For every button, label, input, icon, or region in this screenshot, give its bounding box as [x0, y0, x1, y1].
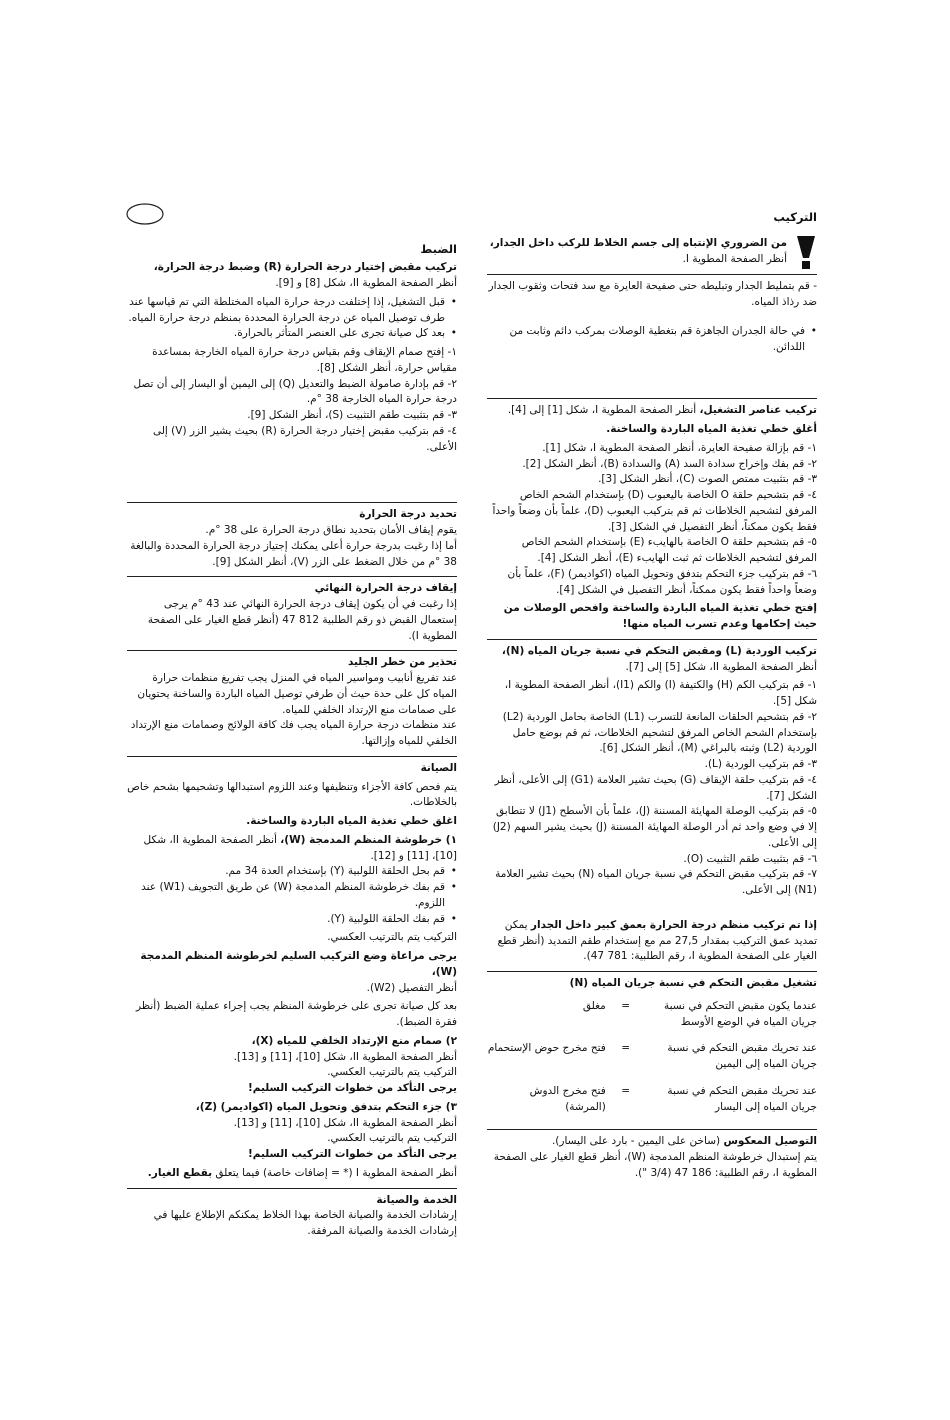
reverse-paren: (ساخن على اليمين - بارد على اليسار).	[551, 1135, 724, 1148]
flow-handle-table	[487, 996, 817, 1124]
rosette-step-5: ٥- قم بتركيب الوصلة المهايئة المسننة (J)، علماً بأن الأسطح (J1) لا تتطابق إلا في وضع واحد ثم أدر الوصلة المهايئة المسننة (J) بحيث يشير السهم (J2) إلى الأعلى.	[492, 805, 817, 849]
item-2-ref: أنظر الصفحة المطوية II، شكل [10]، [11] و [13].	[233, 1050, 457, 1063]
rosette-step-4: ٤- قم بتركيب حلقة الإيقاف (G) بحيث تشير العلامة (G1) إلى الأعلى، أنظر الشكل [7].	[494, 773, 817, 802]
flow-result: فتح مخرج الدوش (المرشة)	[529, 1084, 606, 1113]
final-stop-title: إيقاف درجة الحرارة النهائي	[314, 582, 457, 595]
maintenance-title: الصيانة	[420, 761, 457, 774]
adjust-bullets	[127, 295, 457, 342]
reverse-order-1: التركيب يتم بالترتيب العكسي.	[327, 931, 457, 944]
rosette-step-6: ٦- قم بتثبيت طقم التثبيت (O).	[683, 852, 817, 865]
flow-condition: عند تحريك مقبض التحكم في نسبة جريان المياه إلى اليسار	[667, 1084, 817, 1113]
item-1-title: ١) خرطوشة المنظم المدمجة (W)،	[280, 833, 457, 846]
wall-note: - قم بتمليط الجدار وتبليطه حتى صفيحة العايرة مع سد فتحات وثقوب الجدار ضد رذاذ المياه.	[488, 280, 817, 308]
final-stop-text: إذا رغبت في أن يكون إيقاف درجة الحرارة النهائي عند 43 °م يرجى إستعمال القبض ذو رقم الطلبية 812 47 (أنظر قطع الغيار على الصفحة المطوية I).	[147, 598, 457, 642]
adjust-step-4: ٤- قم بتركيب مقبض إختيار درجة الحرارة (R) بحيث يشير الزر (V) إلى الأعلى.	[152, 424, 457, 453]
right-column	[487, 210, 817, 1185]
limit-text-1: يقوم إيقاف الأمان بتحديد نطاق درجة الحرارة على 38 °م.	[205, 524, 457, 536]
after-service-note: بعد كل صيانة تجرى على خرطوشة المنظم يجب إجراء عملية الضبط (أنظر فقرة الضبط).	[135, 1000, 457, 1028]
adjust-ref: أنظر الصفحة المطوية II، شكل [8] و [9].	[275, 277, 457, 289]
adjust-step-2: ٢- قم بإدارة صامولة الضبط والتعديل (Q) إلى اليمين أو اليسار إلى أن تصل درجة حرارة المياه الخارجة 38 °م.	[133, 377, 457, 406]
service-title: الخدمة والصيانة	[376, 1193, 457, 1206]
flow-row	[487, 1081, 817, 1124]
step-2: ٢- قم بفك وإخراج سدادة السد (A) والسدادة (B)، أنظر الشكل [2].	[522, 457, 817, 470]
correct-install-title: يرجى مراعاة وضع التركيب السليم لخرطوشة المنظم المدمجة (W)،	[140, 950, 457, 978]
check-note-2: يرجى التأكد من خطوات التركيب السليم!	[247, 1148, 457, 1160]
operating-title: تركيب عناصر التشغيل،	[699, 404, 817, 417]
step-1: ١- قم بإزالة صفيحة العايرة، أنظر الصفحة المطوية I، شكل [1].	[542, 441, 817, 454]
check-note-1: يرجى التأكد من خطوات التركيب السليم!	[247, 1082, 457, 1094]
rosette-step-7: ٧- قم بتركيب مقبض التحكم في نسبة جريان المياه (N) بحيث تشير العلامة (N1) إلى الأعلى.	[495, 868, 817, 896]
maintenance-text: يتم فحص كافة الأجزاء وتنظيفها وعند اللزوم استبدالها وتشحيمها بشحم خاص بالخلاطات.	[127, 780, 457, 809]
rosette-ref: أنظر الصفحة المطوية II، شكل [5] إلى [7].	[625, 660, 817, 673]
rosette-step-1: ١- قم بتركيب الكم (H) والكتيفة (I) والكم (I1)، أنظر الصفحة المطوية I، شكل [5].	[504, 679, 817, 707]
prefab-note: • في حالة الجدران الجاهزة قم بتغطية الوصلات بمركب دائم وثابت من اللدائن.	[487, 324, 817, 356]
item-3-ref: أنظر الصفحة المطوية II، شكل [10]، [11] و [13].	[233, 1116, 457, 1129]
flow-row	[487, 1038, 817, 1081]
rosette-step-2: ٢- قم بتشحيم الحلقات المانعة للتسرب (L1) الخاصة بحامل الوردية (L2) بإستخدام الشحم الخاص المرفق لتشحيم الخلاطات، ثم قم بوضع حامل الوردية (L2) وثبته بالبراغي (M)، أنظر الشكل [6].	[502, 710, 817, 755]
left-column	[127, 237, 457, 1243]
install-title: التركيب	[773, 210, 817, 224]
adjust-step-1: ١- إفتح صمام الإيقاف وقم بقياس درجة حرارة المياه الخارجة بمساعدة مقياس حرارة، أنظر الشكل [8].	[152, 346, 457, 374]
item-2-title: ٢) صمام منع الإرتداد الخلفي للمياه (X)،	[251, 1034, 457, 1047]
rosette-title: تركيب الوردية (L) ومقبض التحكم في نسبة جريان المياه (N)،	[501, 644, 817, 657]
maintenance-close-lines: اغلق خطي تغذية المياه الباردة والساخنة.	[246, 815, 457, 827]
reverse-order-3: التركيب يتم بالترتيب العكسي.	[327, 1132, 457, 1145]
flow-equals: =	[621, 1084, 631, 1097]
adjust-bullet: • قبل التشغيل، إذا إختلفت درجة حرارة المياه المختلطة التي تم قياسها عند طرف توصيل المياه عن درجة الحرارة المحددة بمنظم درجة حرارة المياه.	[127, 295, 457, 327]
operating-ref: أنظر الصفحة المطوية I، شكل [1] إلى [4].	[507, 404, 700, 417]
item-1-ref: أنظر الصفحة المطوية II، شكل [10]، [11] و [12].	[143, 833, 457, 862]
item-1-bullet: • قم بفك خرطوشة المنظم المدمجة (W) عن طريق التجويف (W1) عند اللزوم.	[127, 880, 457, 912]
item-1-bullets	[127, 864, 457, 927]
adjust-bullet: • بعد كل صيانة تجرى على العنصر المتأثر بالحرارة.	[127, 326, 457, 342]
adjust-subtitle: تركيب مقبض إختيار درجة الحرارة (R) وضبط درجة الحرارة،	[153, 261, 457, 274]
frost-title: تحذير من خطر الجليد	[347, 656, 457, 669]
flow-row	[487, 996, 817, 1039]
operating-steps	[487, 441, 817, 599]
adjust-step-3: ٣- قم بتثبيت طقم التثبيت (S)، أنظر الشكل [9].	[247, 409, 457, 421]
flow-condition: عندما يكون مقبض التحكم في نسبة جريان المياه في الوضع الأوسط	[664, 999, 817, 1028]
spare-parts-text: أنظر الصفحة المطوية I (* = إضافات خاصة) فيما يتعلق	[212, 1166, 457, 1179]
reverse-order-2: التركيب يتم بالترتيب العكسي.	[327, 1066, 457, 1079]
correct-install-ref: أنظر التفصيل (W2).	[366, 981, 457, 994]
spare-parts-bold: بقطع الغيار.	[147, 1166, 213, 1179]
frost-text-2: عند منظمات درجة حرارة المياه يجب فك كافة الولائج وصمامات منع الإرتداد الخلفي للمياه وإزالتها.	[130, 719, 457, 747]
item-3-title: ٣) جزء التحكم بتدفق وتحويل المياه (اكواديمر) (Z)،	[195, 1100, 457, 1113]
item-1-bullet: • قم بفك الحلقة اللولبية (Y).	[127, 912, 457, 928]
limit-title: تحديد درجة الحرارة	[359, 508, 457, 521]
flow-result: مغلق	[582, 999, 606, 1012]
step-5: ٥- قم بتشحيم حلقة O الخاصة بالهايبء (E) بإستخدام الشحم الخاص المرفق لتشحيم الخلاطات ثم ثبت الهايبء (E)، أنظر الشكل [4].	[521, 536, 817, 564]
flow-equals: =	[621, 1042, 631, 1055]
flow-equals: =	[621, 999, 631, 1012]
flow-condition: عند تحريك مقبض التحكم في نسبة جريان المياه إلى اليمين	[667, 1042, 817, 1070]
warning-exclamation-icon	[795, 236, 817, 270]
step-4: ٤- قم بتشحيم حلقة O الخاصة باليعبوب (D) بإستخدام الشحم الخاص المرفق لتشحيم الخلاطات ثم قم بتركيب اليعبوب (D)، علماً بأن وضعاً واحداً فقط يكون ممكناً، أنظر التفصيل في الشكل [3].	[492, 489, 817, 533]
warning-text: من الضروري الإنتباه إلى جسم الخلاط للركب داخل الجدار،	[489, 237, 787, 250]
open-lines-note: إفتح خطي تغذية المياه الباردة والساخنة وافحص الوصلات من حيث إحكامها وعدم تسرب المياه منها!	[503, 602, 817, 630]
warning-ref: أنظر الصفحة المطوية I.	[682, 253, 787, 265]
close-lines-note: أغلق خطي تغذية المياه الباردة والساخنة.	[606, 423, 817, 435]
limit-text-2: أما إذا رغبت بدرجة حرارة أعلى يمكنك إجتياز درجة الحرارة المحددة والبالغة 38 °م من خلال الضغط على الزر (V)، أنظر الشكل [9].	[130, 539, 457, 568]
rosette-step-3: ٣- قم بتركيب الوردية (L).	[704, 758, 817, 770]
deep-install-title: إذا تم تركيب منظم درجة الحرارة بعمق كبير داخل الجدار	[530, 918, 817, 931]
adjust-title: الضبط	[420, 242, 457, 256]
frost-text-1: عند تفريغ أنابيب ومواسير المياه في المنزل يجب تفريغ منظمات حرارة المياه كل على حدة حيث أن طرفي توصيل المياه الباردة والساخنة يحتويان على صمامات منع الإرتداد الخلفي للمياه.	[137, 672, 457, 716]
flow-handle-title: تشغيل مقبض التحكم في نسبة جريان المياه (N)	[569, 977, 817, 989]
reverse-title: التوصيل المعكوس	[723, 1135, 817, 1148]
adjust-steps	[127, 345, 457, 455]
service-text: إرشادات الخدمة والصيانة الخاصة بهذا الخلاط يمكنكم الإطلاع عليها في إرشادات الخدمة والصيانة المرفقة.	[153, 1209, 457, 1237]
rosette-steps	[487, 678, 817, 899]
step-6: ٦- قم بتركيب جزء التحكم بتدفق وتحويل المياه (اكواديمر) (F)، علماً بأن وضعاً واحداً فقط يكون ممكناً، أنظر التفصيل في الشكل [4].	[507, 567, 817, 596]
warning-block	[487, 236, 817, 270]
step-3: ٣- قم بتثبيت ممتص الصوت (C)، أنظر الشكل [3].	[598, 473, 817, 486]
flow-result: فتح مخرج حوض الإستحمام	[487, 1042, 606, 1055]
item-1-bullet: • قم بحل الحلقة اللولبية (Y) بإستخدام العدة 34 مم.	[127, 864, 457, 880]
language-badge-oval	[126, 203, 164, 225]
deep-install-text: يمكن تمديد عمق التركيب بمقدار 27,5 مم مع إستخدام طقم التمديد (أنظر قطع الغيار على الصفحة المطوية I، رقم الطلبية: 781 47).	[497, 918, 817, 963]
reverse-text: يتم إستبدال خرطوشة المنظم المدمجة (W)، أنظر قطع الغيار على الصفحة المطوية I، رقم الطلبية: 186 47 (3/4 ").	[493, 1151, 817, 1179]
